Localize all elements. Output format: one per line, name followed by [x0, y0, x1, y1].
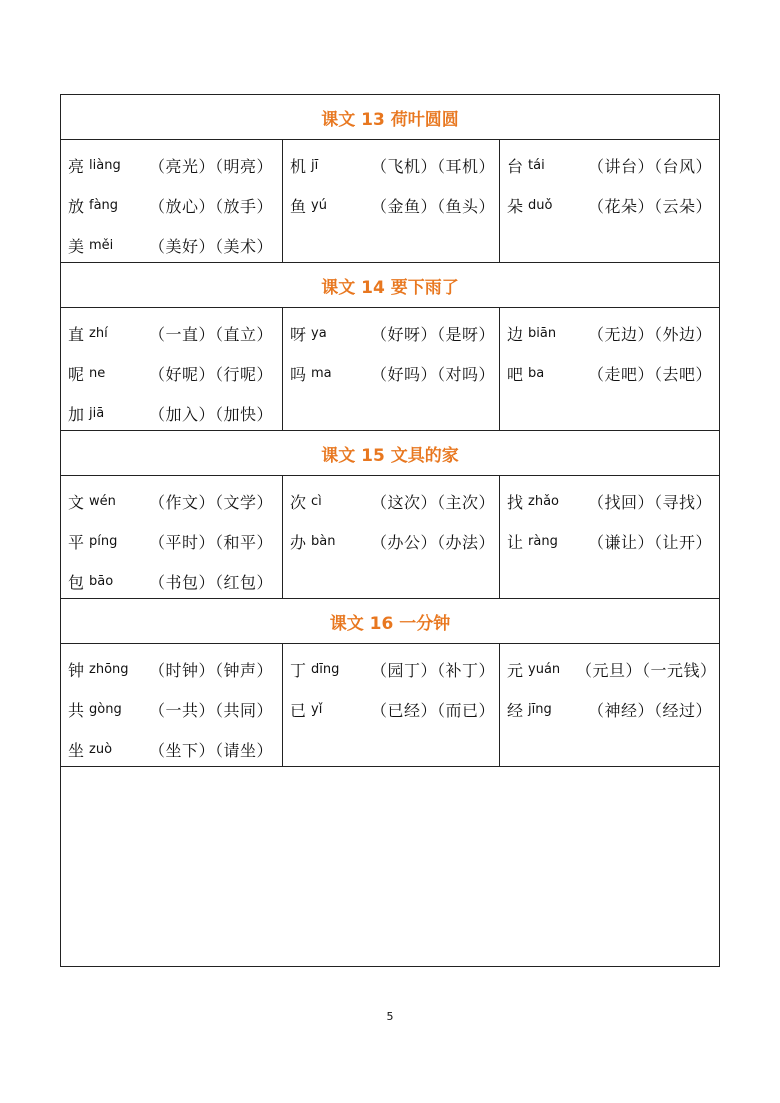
word-column	[283, 476, 500, 598]
pinyin: ya	[311, 325, 327, 341]
vocabulary-table	[60, 94, 720, 967]
pinyin: zhǎo	[528, 493, 559, 509]
word-entry	[61, 689, 282, 729]
pinyin: duǒ	[528, 197, 553, 213]
pinyin: ràng	[528, 533, 558, 549]
character: 呢	[68, 364, 85, 384]
character: 朵	[507, 196, 524, 216]
character: 直	[68, 324, 85, 344]
word-entry	[500, 185, 719, 225]
word-entry	[283, 481, 499, 521]
character: 办	[290, 532, 307, 552]
word-examples: （书包）（红包）	[149, 572, 274, 592]
word-examples: （走吧）（去吧）	[588, 364, 713, 384]
pinyin: ma	[311, 365, 332, 381]
pinyin: jīng	[528, 701, 552, 717]
character: 呀	[290, 324, 307, 344]
word-entry	[61, 185, 282, 225]
word-examples: （无边）（外边）	[588, 324, 713, 344]
word-examples: （好呢）（行呢）	[149, 364, 274, 384]
character: 机	[290, 156, 307, 176]
pinyin: tái	[528, 157, 545, 173]
word-entry	[500, 353, 719, 393]
character: 文	[68, 492, 85, 512]
pinyin: gòng	[89, 701, 122, 717]
word-examples: （作文）（文学）	[149, 492, 274, 512]
character: 共	[68, 700, 85, 720]
character: 边	[507, 324, 524, 344]
character: 让	[507, 532, 524, 552]
word-examples: （办公）（办法）	[371, 532, 496, 552]
word-entry	[61, 729, 282, 769]
pinyin: yú	[311, 197, 327, 213]
word-entry	[283, 649, 499, 689]
word-entry	[61, 521, 282, 561]
word-entry	[500, 313, 719, 353]
word-column	[283, 308, 500, 430]
word-entry	[61, 649, 282, 689]
lesson-body	[61, 308, 719, 431]
pinyin: bàn	[311, 533, 336, 549]
word-entry	[283, 353, 499, 393]
word-entry	[61, 481, 282, 521]
lesson-body	[61, 644, 719, 767]
word-entry	[61, 225, 282, 265]
word-column	[500, 644, 719, 766]
word-entry	[283, 185, 499, 225]
pinyin: yǐ	[311, 701, 323, 717]
word-examples: （时钟）（钟声）	[149, 660, 274, 680]
character: 坐	[68, 740, 85, 760]
word-entry	[500, 145, 719, 185]
character: 吗	[290, 364, 307, 384]
character: 次	[290, 492, 307, 512]
blank-area	[61, 767, 719, 971]
word-entry	[500, 481, 719, 521]
character: 美	[68, 236, 85, 256]
character: 元	[507, 660, 524, 680]
lesson-title: 课文 14 要下雨了	[61, 263, 719, 308]
pinyin: zhí	[89, 325, 108, 341]
pinyin: dīng	[311, 661, 340, 677]
pinyin: zhōng	[89, 661, 129, 677]
word-examples: （坐下）（请坐）	[149, 740, 274, 760]
word-column	[283, 140, 500, 262]
lesson-body	[61, 476, 719, 599]
word-examples: （找回）（寻找）	[588, 492, 713, 512]
character: 亮	[68, 156, 85, 176]
word-entry	[283, 313, 499, 353]
pinyin: měi	[89, 237, 114, 253]
character: 加	[68, 404, 85, 424]
pinyin: cì	[311, 493, 322, 509]
lesson-title: 课文 15 文具的家	[61, 431, 719, 476]
character: 钟	[68, 660, 85, 680]
word-examples: （讲台）（台风）	[588, 156, 713, 176]
character: 找	[507, 492, 524, 512]
word-entry	[500, 689, 719, 729]
word-examples: （一直）（直立）	[149, 324, 274, 344]
word-column	[61, 644, 283, 766]
word-examples: （神经）（经过）	[588, 700, 713, 720]
pinyin: jī	[311, 157, 319, 173]
word-examples: （园丁）（补丁）	[371, 660, 496, 680]
word-examples: （加入）（加快）	[149, 404, 274, 424]
word-examples: （一共）（共同）	[149, 700, 274, 720]
word-examples: （花朵）（云朵）	[588, 196, 713, 216]
pinyin: jiā	[89, 405, 105, 421]
word-examples: （元旦）（一元钱）	[576, 660, 717, 680]
pinyin: bāo	[89, 573, 114, 589]
word-entry	[283, 689, 499, 729]
pinyin: fàng	[89, 197, 119, 213]
word-column	[61, 308, 283, 430]
word-examples: （金鱼）（鱼头）	[371, 196, 496, 216]
word-examples: （平时）（和平）	[149, 532, 274, 552]
character: 放	[68, 196, 85, 216]
word-entry	[61, 353, 282, 393]
pinyin: píng	[89, 533, 118, 549]
word-column	[500, 140, 719, 262]
character: 平	[68, 532, 85, 552]
word-entry	[61, 145, 282, 185]
word-examples: （已经）（而已）	[371, 700, 496, 720]
word-entry	[61, 313, 282, 353]
word-examples: （好呀）（是呀）	[371, 324, 496, 344]
word-column	[500, 476, 719, 598]
word-entry	[61, 561, 282, 601]
word-entry	[283, 145, 499, 185]
word-examples: （好吗）（对吗）	[371, 364, 496, 384]
pinyin: wén	[89, 493, 116, 509]
pinyin: liàng	[89, 157, 121, 173]
character: 丁	[290, 660, 307, 680]
word-entry	[283, 521, 499, 561]
lesson-body	[61, 140, 719, 263]
pinyin: zuò	[89, 741, 113, 757]
lesson-title: 课文 13 荷叶圆圆	[61, 95, 719, 140]
word-column	[283, 644, 500, 766]
word-column	[500, 308, 719, 430]
pinyin: yuán	[528, 661, 561, 677]
character: 吧	[507, 364, 524, 384]
character: 台	[507, 156, 524, 176]
word-entry	[500, 649, 719, 689]
pinyin: ne	[89, 365, 106, 381]
word-examples: （这次）（主次）	[371, 492, 496, 512]
character: 鱼	[290, 196, 307, 216]
character: 包	[68, 572, 85, 592]
page-number: 5	[386, 1010, 394, 1023]
word-examples: （飞机）（耳机）	[371, 156, 496, 176]
word-entry	[500, 521, 719, 561]
word-examples: （放心）（放手）	[149, 196, 274, 216]
word-column	[61, 476, 283, 598]
word-column	[61, 140, 283, 262]
lesson-title: 课文 16 一分钟	[61, 599, 719, 644]
word-examples: （美好）（美术）	[149, 236, 274, 256]
word-entry	[61, 393, 282, 433]
word-examples: （谦让）（让开）	[588, 532, 713, 552]
character: 已	[290, 700, 307, 720]
character: 经	[507, 700, 524, 720]
pinyin: biān	[528, 325, 557, 341]
pinyin: ba	[528, 365, 545, 381]
word-examples: （亮光）（明亮）	[149, 156, 274, 176]
